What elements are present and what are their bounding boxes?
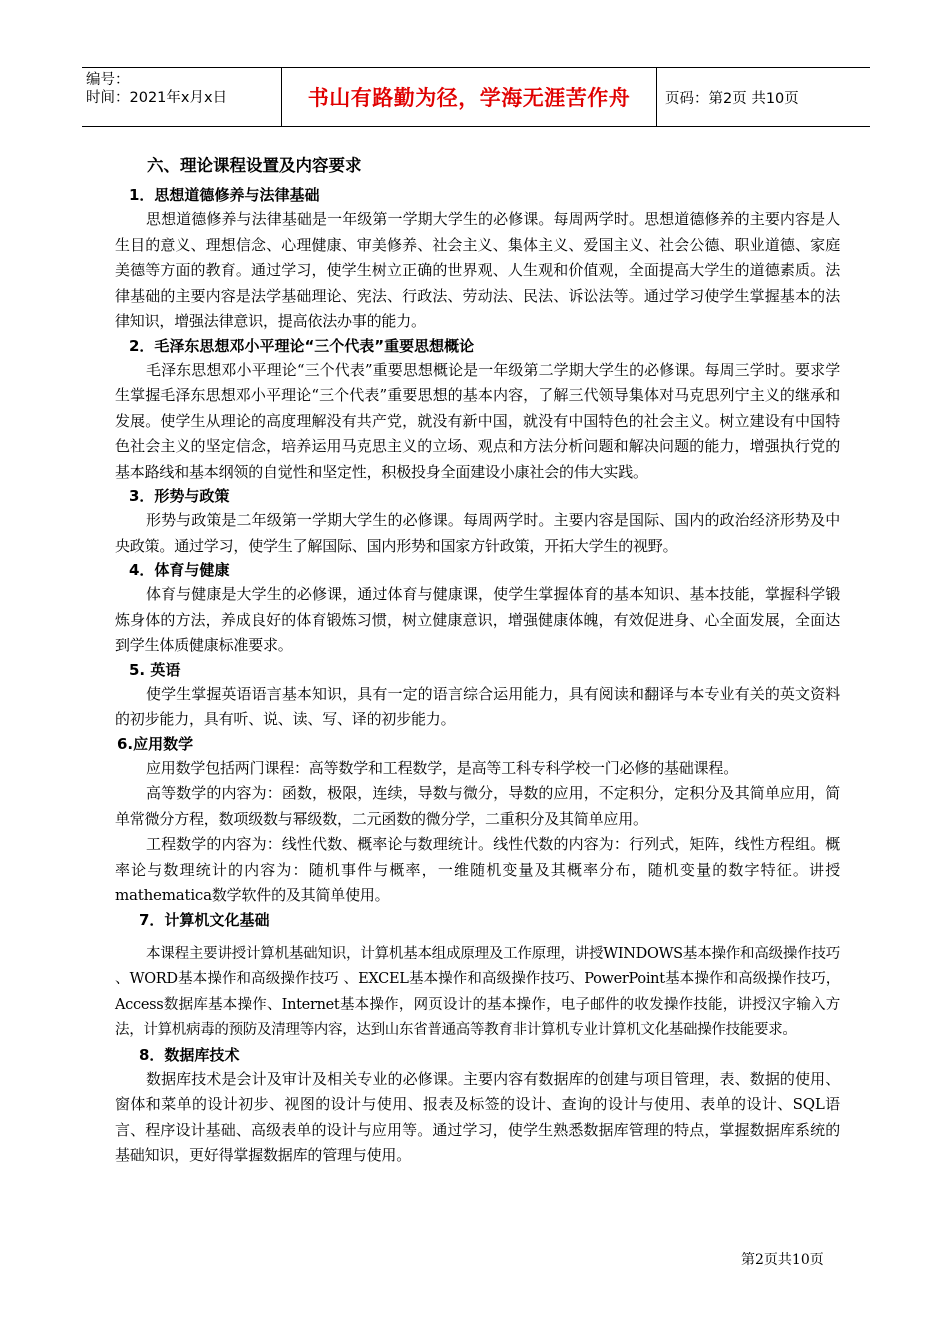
course-paragraph: 毛泽东思想邓小平理论“三个代表”重要思想概论是一年级第二学期大学生的必修课。每周三学时。要求学生掌握毛泽东思想邓小平理论“三个代表”重要思想的基本内容，了解三代领导集体对马克思列宁主义的继承和发展。使学生从理论的高度理解没有共产党，就没有新中国，就没有中国特色的社会主义。树立建设有中国特色社会主义的坚定信念，培养运用马克思主义的立场、观点和方法分析问题和解决问题的能力，增强执行党的基本路线和基本纲领的自觉性和坚定性，积极投身全面建设小康社会的伟大实践。 bbox=[115, 360, 840, 481]
course-title: 8．数据库技术 bbox=[139, 1045, 240, 1064]
header-page-number: 页码：第2页 共10页 bbox=[665, 90, 799, 107]
course-paragraph: 形势与政策是二年级第一学期大学生的必修课。每周两学时。主要内容是国际、国内的政治经济形势及中央政策。通过学习，使学生了解国际、国内形势和国家方针政策，开拓大学生的视野。 bbox=[115, 511, 840, 555]
section-title: 六、理论课程设置及内容要求 bbox=[147, 156, 362, 175]
course-title: 1．思想道德修养与法律基础 bbox=[129, 186, 320, 204]
course-title: 4．体育与健康 bbox=[129, 561, 230, 579]
course-8 bbox=[115, 1044, 840, 1169]
course-paragraph: 数据库技术是会计及审计及相关专业的必修课。主要内容有数据库的创建与项目管理，表、数据的使用、窗体和菜单的设计初步、视图的设计与使用、报表及标签的设计、查询的设计与使用、表单的设计、SQL语言、程序设计基础、高级表单的设计与应用等。通过学习，使学生熟悉数据库管理的特点，掌握数据库系统的基础知识，更好得掌握数据库的管理与使用。 bbox=[115, 1069, 840, 1164]
course-paragraph: 工程数学的内容为：线性代数、概率论与数理统计。线性代数的内容为：行列式，矩阵，线性方程组。概率论与数理统计的内容为：随机事件与概率，一维随机变量及其概率分布，随机变量的数字特征。讲授mathematica数学软件的及其简单使用。 bbox=[115, 835, 840, 904]
course-5 bbox=[115, 659, 840, 733]
course-3 bbox=[115, 485, 840, 559]
course-paragraph: 体育与健康是大学生的必修课，通过体育与健康课，使学生掌握体育的基本知识、基本技能，掌握科学锻炼身体的方法，养成良好的体育锻炼习惯，树立健康意识，增强健康体魄，有效促进身、心全面发展，全面达到学生体质健康标准要求。 bbox=[115, 585, 840, 654]
course-paragraph: 使学生掌握英语语言基本知识，具有一定的语言综合运用能力，具有阅读和翻译与本专业有关的英文资料的初步能力，具有听、说、读、写、译的初步能力。 bbox=[115, 684, 840, 728]
course-paragraph: 应用数学包括两门课程：高等数学和工程数学，是高等工科专科学校一门必修的基础课程。 bbox=[146, 758, 739, 777]
header-date: 时间：2021年x月x日 bbox=[86, 90, 228, 106]
header-meta bbox=[82, 68, 282, 126]
course-1 bbox=[115, 184, 840, 335]
course-title: 7．计算机文化基础 bbox=[139, 910, 270, 929]
course-title: 2．毛泽东思想邓小平理论“三个代表”重要思想概论 bbox=[129, 336, 475, 355]
document-body bbox=[115, 146, 840, 1169]
course-paragraph: 高等数学的内容为：函数，极限，连续，导数与微分，导数的应用，不定积分，定积分及其简单应用，简单常微分方程，数项级数与幂级数，二元函数的微分学，二重积分及其简单应用。 bbox=[115, 784, 840, 828]
course-title: 3．形势与政策 bbox=[129, 487, 230, 505]
course-title: 5. 英语 bbox=[129, 660, 181, 679]
course-paragraph: 思想道德修养与法律基础是一年级第一学期大学生的必修课。每周两学时。思想道德修养的主要内容是人生目的意义、理想信念、心理健康、审美修养、社会主义、集体主义、爱国主义、社会公德、职业道德、家庭美德等方面的教育。通过学习，使学生树立正确的世界观、人生观和价值观，全面提高大学生的道德素质。法律基础的主要内容是法学基础理论、宪法、行政法、劳动法、民法、诉讼法等。通过学习使学生掌握基本的法律知识，增强法律意识，提高依法办事的能力。 bbox=[115, 210, 840, 330]
course-7 bbox=[115, 909, 840, 1044]
course-6 bbox=[115, 733, 840, 909]
course-paragraph: 本课程主要讲授计算机基础知识，计算机基本组成原理及工作原理，讲授WINDOWS基本操作和高级操作技巧 、WORD基本操作和高级操作技巧 、EXCEL基本操作和高级操作技巧、PowerPoint基本操作和高级操作技巧，Access数据库基本操作、Internet基本操作，网页设计的基本操作，电子邮件的收发操作技能，讲授汉字输入方法，计算机病毒的预防及清理等内容，达到山东省普通高等教育非计算机专业计算机文化基础操作技能要求。 bbox=[115, 945, 840, 1038]
course-title: 6.应用数学 bbox=[117, 734, 194, 753]
header-number: 编号： bbox=[86, 72, 130, 88]
course-4 bbox=[115, 559, 840, 659]
page-header bbox=[82, 67, 870, 127]
header-motto: 书山有路勤为径，学海无涯苦作舟 bbox=[282, 68, 657, 126]
page-footer: 第2页共10页 bbox=[741, 1252, 824, 1268]
course-2 bbox=[115, 335, 840, 486]
